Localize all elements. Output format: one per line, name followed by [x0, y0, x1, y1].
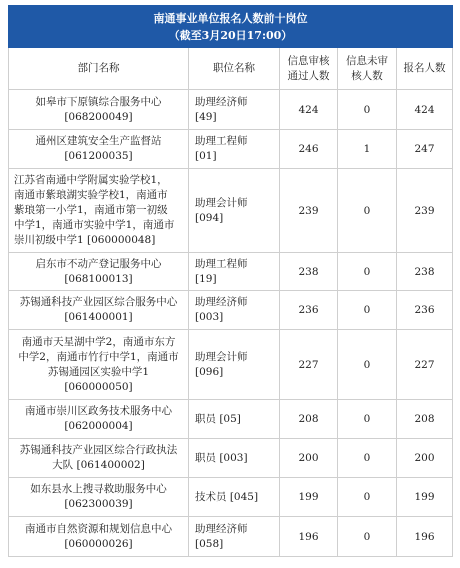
position-cell: 助理会计师 [094]: [189, 169, 280, 253]
pending-cell: 0: [338, 400, 397, 439]
passed-cell: 246: [280, 130, 338, 169]
pending-cell: 0: [338, 253, 397, 291]
total-cell: 199: [397, 478, 453, 517]
column-header-position: 职位名称: [189, 48, 280, 90]
table-title-line1: 南通事业单位报名人数前十岗位: [153, 11, 308, 25]
position-cell: 助理工程师 [19]: [189, 253, 280, 291]
position-cell: 助理经济师 [49]: [189, 90, 280, 130]
passed-cell: 238: [280, 253, 338, 291]
org-cell: 通州区建筑安全生产监督站 [061200035]: [9, 130, 189, 169]
pending-cell: 1: [338, 130, 397, 169]
pending-cell: 0: [338, 517, 397, 557]
table-row: [9, 291, 453, 330]
ranking-table: [8, 5, 453, 557]
total-cell: 200: [397, 439, 453, 478]
position-cell: 职员 [003]: [189, 439, 280, 478]
org-cell: 启东市不动产登记服务中心 [068100013]: [9, 253, 189, 291]
total-cell: 238: [397, 253, 453, 291]
table-row: [9, 517, 453, 557]
passed-cell: 208: [280, 400, 338, 439]
table-row: [9, 90, 453, 130]
pending-cell: 0: [338, 169, 397, 253]
passed-cell: 236: [280, 291, 338, 330]
total-cell: 208: [397, 400, 453, 439]
table-row: [9, 253, 453, 291]
org-cell: 南通市自然资源和规划信息中心 [060000026]: [9, 517, 189, 557]
table-title-line2: （截至3月20日17:00）: [168, 28, 293, 42]
org-cell: 苏锡通科技产业园区综合服务中心 [061400001]: [9, 291, 189, 330]
table-row: [9, 169, 453, 253]
org-cell: 如皋市下原镇综合服务中心 [068200049]: [9, 90, 189, 130]
total-cell: 196: [397, 517, 453, 557]
passed-cell: 227: [280, 330, 338, 400]
position-cell: 助理经济师 [003]: [189, 291, 280, 330]
passed-cell: 424: [280, 90, 338, 130]
position-cell: 职员 [05]: [189, 400, 280, 439]
passed-cell: 200: [280, 439, 338, 478]
org-cell: 如东县水上搜寻救助服务中心 [062300039]: [9, 478, 189, 517]
total-cell: 236: [397, 291, 453, 330]
table-row: [9, 130, 453, 169]
passed-cell: 199: [280, 478, 338, 517]
pending-cell: 0: [338, 330, 397, 400]
table-header-row: [9, 48, 453, 90]
pending-cell: 0: [338, 90, 397, 130]
table-title: [9, 6, 453, 48]
org-cell: 江苏省南通中学附属实验学校1， 南通市紫琅湖实验学校1，南通市 紫琅第一小学1，南通市第一初级 中学1，南通市实验中学1，南通市 崇川初级中学1 [060000048]: [9, 169, 189, 253]
column-header-pending: 信息未审 核人数: [338, 48, 397, 90]
pending-cell: 0: [338, 439, 397, 478]
total-cell: 239: [397, 169, 453, 253]
position-cell: 助理工程师 [01]: [189, 130, 280, 169]
position-cell: 助理会计师 [096]: [189, 330, 280, 400]
position-cell: 助理经济师 [058]: [189, 517, 280, 557]
pending-cell: 0: [338, 291, 397, 330]
column-header-total: 报名人数: [397, 48, 453, 90]
position-cell: 技术员 [045]: [189, 478, 280, 517]
table-row: [9, 439, 453, 478]
org-cell: 苏锡通科技产业园区综合行政执法 大队 [061400002]: [9, 439, 189, 478]
total-cell: 247: [397, 130, 453, 169]
total-cell: 424: [397, 90, 453, 130]
column-header-org: 部门名称: [9, 48, 189, 90]
table-row: [9, 478, 453, 517]
org-cell: 南通市天星湖中学2，南通市东方 中学2，南通市竹行中学1，南通市 苏锡通园区实验中学1 [060000050]: [9, 330, 189, 400]
org-cell: 南通市崇川区政务技术服务中心 [062000004]: [9, 400, 189, 439]
table-row: [9, 400, 453, 439]
pending-cell: 0: [338, 478, 397, 517]
table-row: [9, 330, 453, 400]
passed-cell: 196: [280, 517, 338, 557]
column-header-passed: 信息审核 通过人数: [280, 48, 338, 90]
total-cell: 227: [397, 330, 453, 400]
passed-cell: 239: [280, 169, 338, 253]
